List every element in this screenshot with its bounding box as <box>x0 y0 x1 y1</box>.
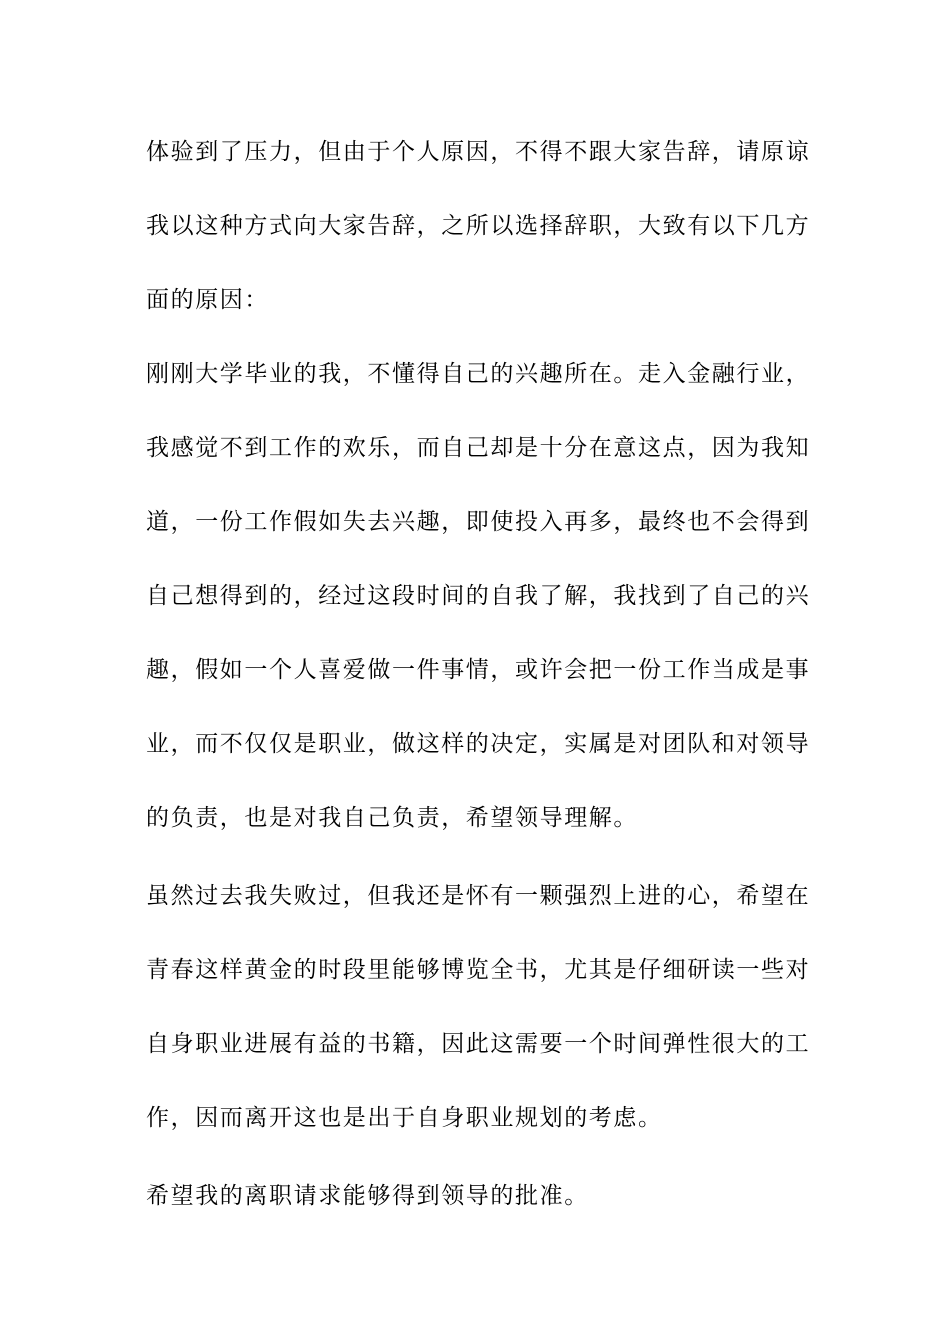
text-line: 希望我的离职请求能够得到领导的批准。 <box>146 1183 589 1209</box>
text-line: 自己想得到的，经过这段时间的自我了解，我找到了自己的兴 <box>146 583 811 609</box>
text-line: 我感觉不到工作的欢乐，而自己却是十分在意这点，因为我知 <box>146 435 811 461</box>
text-line: 趣，假如一个人喜爱做一件事情，或许会把一份工作当成是事 <box>146 657 811 683</box>
text-line: 面的原因： <box>146 287 269 313</box>
text-line: 作，因而离开这也是出于自身职业规划的考虑。 <box>146 1105 663 1131</box>
text-line: 自身职业进展有益的书籍，因此这需要一个时间弹性很大的工 <box>146 1031 811 1057</box>
text-line: 的负责，也是对我自己负责，希望领导理解。 <box>146 805 638 831</box>
text-line: 虽然过去我失败过，但我还是怀有一颗强烈上进的心，希望在 <box>146 883 811 909</box>
text-line: 我以这种方式向大家告辞，之所以选择辞职，大致有以下几方 <box>146 213 811 239</box>
text-line: 青春这样黄金的时段里能够博览全书，尤其是仔细研读一些对 <box>146 957 811 983</box>
text-line: 业，而不仅仅是职业，做这样的决定，实属是对团队和对领导 <box>146 731 811 757</box>
text-line: 刚刚大学毕业的我，不懂得自己的兴趣所在。走入金融行业， <box>146 361 811 387</box>
text-line: 道，一份工作假如失去兴趣，即使投入再多，最终也不会得到 <box>146 509 811 535</box>
text-line: 体验到了压力，但由于个人原因，不得不跟大家告辞，请原谅 <box>146 139 811 165</box>
